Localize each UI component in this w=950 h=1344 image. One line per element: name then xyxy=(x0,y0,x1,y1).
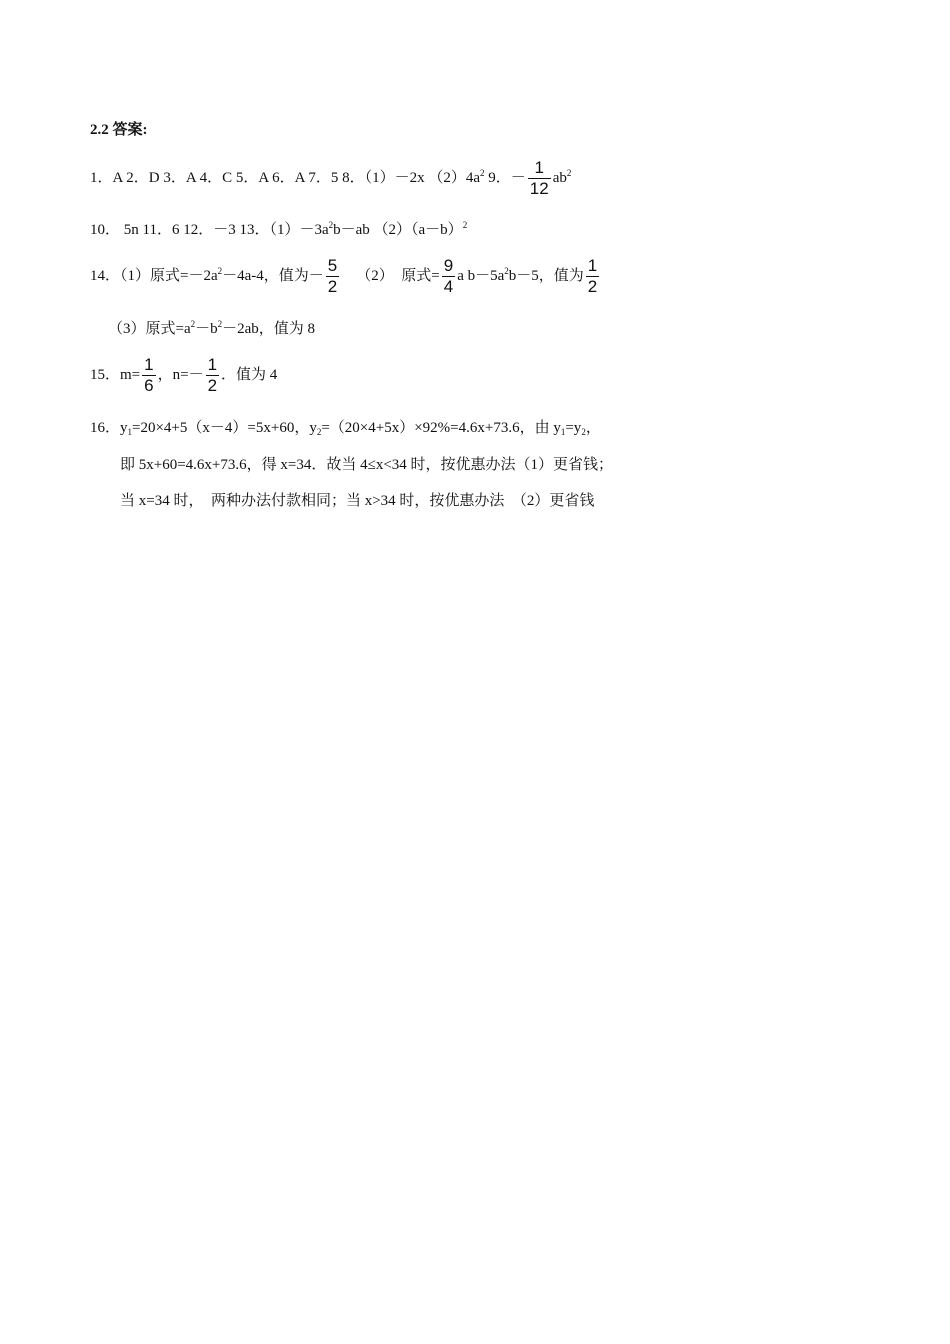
subscript: 1 xyxy=(127,427,133,437)
answer-16-d: =y xyxy=(565,420,582,436)
answer-line-14-3 xyxy=(108,320,315,338)
exponent: 2 xyxy=(217,319,223,329)
fraction-1-6 xyxy=(142,355,155,396)
fraction-denominator: 2 xyxy=(327,277,338,296)
subscript: 2 xyxy=(581,427,586,437)
exponent: 2 xyxy=(190,319,196,329)
fraction-numerator: 1 xyxy=(207,355,218,374)
answer-line-1 xyxy=(90,158,571,199)
answer-14-part3-mid: －b xyxy=(195,321,218,337)
exponent: 2 xyxy=(504,265,509,276)
answer-14-part1: 14．（1）原式=－2a xyxy=(90,267,218,284)
fraction-9-4 xyxy=(442,256,455,297)
exponent: 2 xyxy=(328,220,334,230)
fraction-1-2 xyxy=(206,355,219,396)
fraction-1-2 xyxy=(586,256,599,297)
section-title: 2.2 答案: xyxy=(90,122,148,138)
answer-14-value-label: －4a-4，值为－ xyxy=(222,267,324,284)
answer-14-part3-value: －2ab，值为 8 xyxy=(222,321,316,337)
fraction-1-12 xyxy=(528,158,551,199)
fraction-denominator: 4 xyxy=(443,277,454,296)
exponent: 2 xyxy=(480,167,485,178)
exponent: 2 xyxy=(217,265,223,276)
fraction-numerator: 1 xyxy=(144,355,154,374)
exponent: 2 xyxy=(566,167,572,178)
fraction-numerator: 5 xyxy=(327,256,338,275)
fraction-numerator: 9 xyxy=(443,256,454,275)
answer-16-b: =20×4+5（x－4）=5x+60，y xyxy=(132,420,317,436)
fraction-denominator: 12 xyxy=(529,179,549,198)
fraction-numerator: 1 xyxy=(587,256,598,275)
answer-line-16-cont-1: 即 5x+60=4.6x+73.6，得 x=34．故当 4≤x<34 时，按优惠办法（1）更省钱； xyxy=(120,457,614,473)
answer-9-prefix: 9．－ xyxy=(484,169,526,186)
answer-16-c: =（20×4+5x）×92%=4.6x+73.6，由 y xyxy=(321,420,561,436)
answer-14-part2-expr: a b－5a xyxy=(457,267,505,284)
answer-13-tail: b－ab （2）（a－b） xyxy=(333,222,463,238)
answer-15-m: 15．m= xyxy=(90,366,141,383)
subscript: 1 xyxy=(560,427,566,437)
answer-line-2 xyxy=(90,221,467,239)
fraction-denominator: 6 xyxy=(144,376,154,395)
exponent: 2 xyxy=(462,220,468,230)
answer-16-a: 16．y xyxy=(90,420,128,436)
answer-15-value: ．值为 4 xyxy=(221,366,278,383)
fraction-numerator: 1 xyxy=(534,158,544,177)
answer-16-e: ， xyxy=(585,420,601,436)
answer-9-tail: ab xyxy=(552,169,567,186)
answer-14-part2-label: （2） 原式= xyxy=(341,267,440,284)
answers-1-8: 1．A 2．D 3．A 4．C 5．A 6．A 7．5 8．（1）－2x （2）4a xyxy=(90,169,481,186)
answer-line-16 xyxy=(90,419,601,437)
answers-10-13: 10． 5n 11．6 12．－3 13．（1）－3a xyxy=(90,222,329,238)
fraction-5-2 xyxy=(326,256,339,297)
fraction-denominator: 2 xyxy=(207,376,218,395)
answer-14-part3: （3）原式=a xyxy=(108,321,191,337)
answer-line-14 xyxy=(90,256,601,297)
subscript: 2 xyxy=(316,427,322,437)
answer-line-15 xyxy=(90,355,277,396)
answer-15-n: ，n=－ xyxy=(157,366,204,383)
answer-line-16-cont-2: 当 x=34 时， 两种办法付款相同；当 x>34 时，按优惠办法 （2）更省钱 xyxy=(120,493,595,509)
fraction-denominator: 2 xyxy=(587,277,598,296)
answer-14-part2-value: b－5，值为 xyxy=(508,267,584,284)
